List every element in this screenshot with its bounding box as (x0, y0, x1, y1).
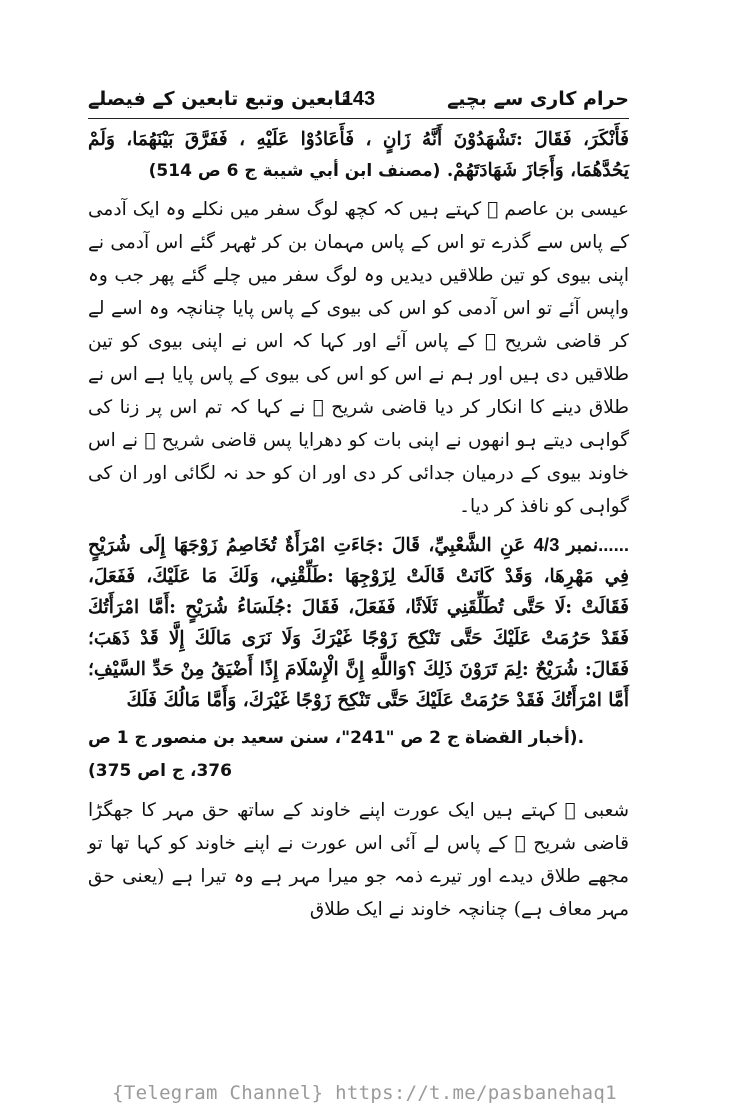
page-header (88, 82, 629, 122)
citation-line: .(أخبار القضاة ج 2 ص "241"، سنن سعيد بن منصور ج 1 ص 376، ج اص 375) (88, 728, 585, 781)
narration-number: نمبر 4/3...... (533, 534, 629, 555)
header-title: حرام کاری سے بچیے (447, 88, 629, 110)
citation: (مصنف ابن أبي شيبة ج 6 ص 514) (148, 161, 441, 181)
page-body (88, 124, 629, 1018)
header-divider (88, 118, 629, 119)
arabic-text: فَأَنْكَرَ، فَقَالَ :تَشْهَدُوْنَ أَنَّهُ زَانٍ ، فَأَعَادُوْا عَلَيْهِ ، فَفَرَّقَ بَيْنَهُمَا، وَلَمْ يَحُدَّهُمَا، وَأَجَازَ شَهَادَتَهُمْ. (88, 129, 629, 181)
urdu-paragraph-1: عیسی بن عاصم ﷫ کہتے ہیں کہ کچھ لوگ سفر میں نکلے وہ ایک آدمی کے پاس سے گذرے تو اس کے پاس مہمان بن کر ٹھہر گئے اس آدمی نے اپنی بیوی کو تین طلاقیں دیدیں وہ لوگ سفر میں چلے گئے پھر جب وہ واپس آئے تو اس آدمی کو اس کی بیوی کے پاس پایا چنانچہ وہ اسے لے کر قاضی شریح ﷫ کے پاس آئے اور کہا کہ اس نے اپنی بیوی کو تین طلاقیں دی ہیں اور ہم نے اس کو اس کی بیوی کے پاس پایا ہے اس نے طلاق دینے کا انکار کر دیا قاضی شریح ﷫ نے کہا کہ تم اس پر زنا کی گواہی دیتے ہو انھوں نے اپنی بات کو دھرایا پس قاضی شریح ﷫ نے اس خاوند بیوی کے درمیان جدائی کر دی اور ان کو حد نہ لگائی اور ان کی گواہی کو نافذ کر دیا۔ (88, 199, 629, 517)
header-subtitle: تابعین وتبع تابعین کے فیصلے (88, 88, 349, 110)
page-number: 143 (341, 88, 376, 110)
arabic-text: عَنِ الشَّعْبِيِّ، قَالَ :جَاءَتِ امْرَأَةٌ تُخَاصِمُ زَوْجَهَا إِلَى شُرَيْحٍ فِي مَهْرِهَا، وَقَدْ كَانَتْ قَالَتْ لِزَوْجِهَا :طَلِّقْنِي، وَلَكَ مَا عَلَيْكَ، فَفَعَلَ، فَقَالَتْ :لَا حَتَّى تُطَلِّقَنِي ثَلَاثًا، فَفَعَلَ، فَقَالَ :جُلَسَاءُ شُرَيْحٍ :أَمَّا امْرَأَتُكَ فَقَدْ حَرُمَتْ عَلَيْكَ حَتَّى تَنْكِحَ زَوْجًا غَيْرَكَ وَلَا نَرَى مَالَكَ إِلَّا قَدْ ذَهَبَ؛ فَقَالَ: شُرَيْحٌ :لِمَ تَرَوْنَ ذَلِكَ ؟وَاللَّهِ إِنَّ الْإِسْلَامَ إِذًا أَضْيَقُ مِنْ حَدِّ السَّيْفِ؛ أَمَّا امْرَأَتُكَ فَقَدْ حَرُمَتْ عَلَيْكَ حَتَّى تَنْكِحَ زَوْجًا غَيْرَكَ، وَأَمَّا مَالُكَ فَلَكَ (88, 535, 629, 711)
arabic-quote-2 (88, 529, 629, 716)
arabic-quote-1 (88, 124, 629, 187)
watermark-footer: {Telegram Channel} https://t.me/pasbanehaq1 (112, 1082, 617, 1104)
urdu-paragraph-2: شعبی ﷫ کہتے ہیں ایک عورت اپنے خاوند کے ساتھ حق مہر کا جھگڑا قاضی شریح ﷫ کے پاس لے آئی اس عورت نے اپنے خاوند کو کہا تھا تو مجھے طلاق دیدے اور تیرے ذمہ جو میرا مہر ہے وہ تیرا ہے (یعنی حق مہر معاف ہے) چنانچہ خاوند نے ایک طلاق (88, 800, 629, 920)
